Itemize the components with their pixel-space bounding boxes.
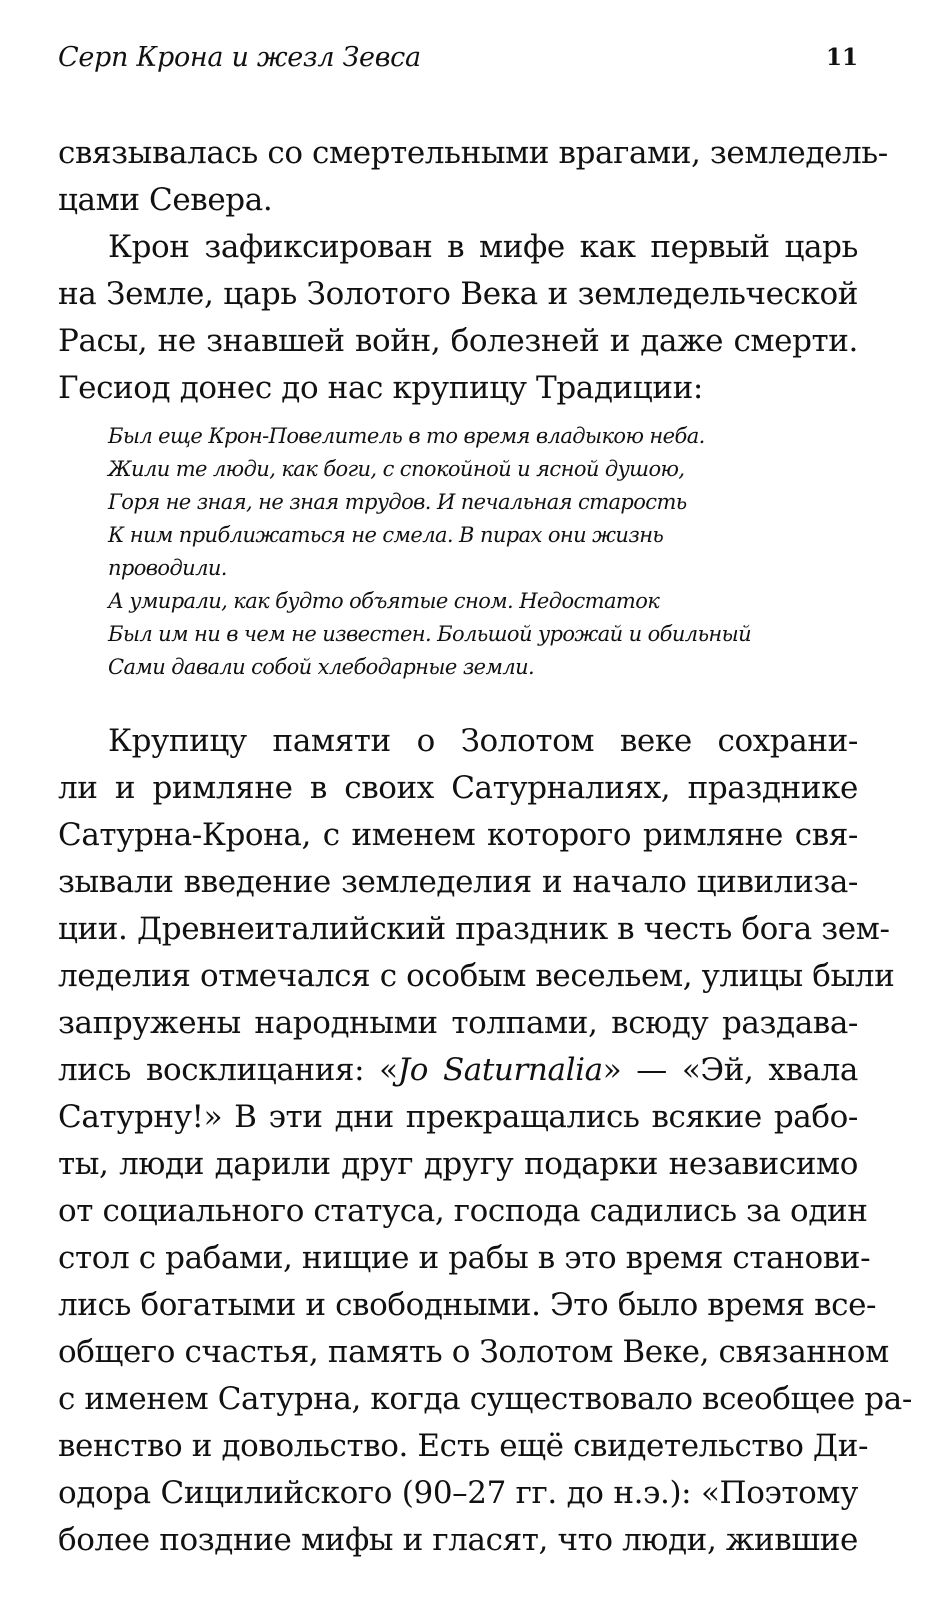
text-line: цами Севера.: [58, 182, 273, 218]
verse-line: Жили те люди, как боги, с спокойной и ясной душою,: [108, 457, 685, 481]
text-line: Крон зафиксирован в мифе как первый царь: [108, 229, 858, 265]
text-line: от социального статуса, господа садились за один: [58, 1193, 868, 1229]
verse-quotation: [108, 420, 828, 684]
text-line: на Земле, царь Золотого Века и земледельческой: [58, 276, 858, 312]
text-line: более поздние мифы и гласят, что люди, жившие: [58, 1522, 858, 1558]
text-line: запружены народными толпами, всюду раздава-: [58, 1005, 858, 1041]
text-line: Сатурну!» В эти дни прекращались всякие рабо-: [58, 1099, 858, 1135]
text-line: ли и римляне в своих Сатурналиях, празднике: [58, 770, 858, 806]
text-line: Гесиод донес до нас крупицу Традиции:: [58, 370, 703, 406]
paragraph-saturnalia: [58, 718, 912, 1564]
verse-line: А умирали, как будто объятые сном. Недостаток: [108, 589, 660, 613]
verse-line: проводили.: [108, 556, 227, 580]
page-number: 11: [825, 44, 858, 71]
text-fragment: » — «Эй, хвала: [602, 1052, 858, 1088]
text-line: Сатурна-Крона, с именем которого римляне свя-: [58, 817, 858, 853]
verse-line: Был еще Крон-Повелитель в то время владыкою неба.: [108, 424, 705, 448]
verse-line: К ним приближаться не смела. В пирах они жизнь: [108, 523, 664, 547]
text-line: ты, люди дарили друг другу подарки независимо: [58, 1146, 858, 1182]
verse-line: Сами давали собой хлебодарные земли.: [108, 655, 535, 679]
paragraph-kron: [58, 224, 858, 412]
verse-line: Был им ни в чем не известен. Большой урожай и обильный: [108, 622, 752, 646]
paragraph-continuation: [58, 130, 888, 224]
text-line: стол с рабами, нищие и рабы в это время станови-: [58, 1240, 871, 1276]
text-line: [58, 1047, 858, 1094]
text-line: леделия отмечался с особым весельем, улицы были: [58, 958, 895, 994]
text-line: одора Сицилийского (90–27 гг. до н.э.): «Поэтому: [58, 1475, 858, 1511]
text-fragment: лись восклицания: «: [58, 1052, 398, 1088]
text-line: ции. Древнеиталийский праздник в честь бога зем-: [58, 911, 890, 947]
latin-phrase: Jo Saturnalia: [397, 1052, 603, 1088]
text-line: лись богатыми и свободными. Это было время все-: [58, 1287, 877, 1323]
running-title: Серп Крона и жезл Зевса: [58, 42, 421, 73]
text-line: с именем Сатурна, когда существовало всеобщее ра-: [58, 1381, 912, 1417]
text-line: зывали введение земледелия и начало цивилиза-: [58, 864, 858, 900]
running-head: [58, 40, 858, 80]
text-line: венство и довольство. Есть ещё свидетельство Ди-: [58, 1428, 869, 1464]
text-line: общего счастья, память о Золотом Веке, связанном: [58, 1334, 889, 1370]
text-line: Крупицу памяти о Золотом веке сохрани-: [108, 723, 858, 759]
text-line: Расы, не знавшей войн, болезней и даже смерти.: [58, 323, 858, 359]
verse-line: Горя не зная, не зная трудов. И печальная старость: [108, 490, 687, 514]
text-line: связывалась со смертельными врагами, земледель-: [58, 135, 888, 171]
